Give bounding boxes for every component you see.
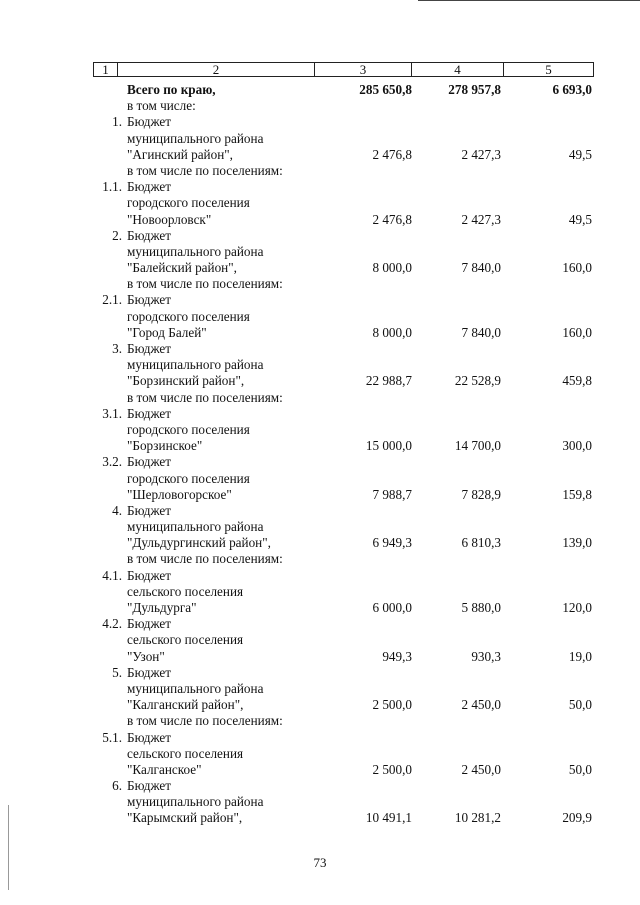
value-col-4: 7 840,0 bbox=[461, 260, 501, 276]
value-col-3: 15 000,0 bbox=[365, 438, 412, 454]
value-col-4: 10 281,2 bbox=[454, 810, 501, 826]
table-row bbox=[0, 147, 640, 163]
table-row bbox=[0, 292, 640, 308]
row-number: 1.1. bbox=[102, 179, 122, 195]
table-row bbox=[0, 649, 640, 665]
table-row bbox=[0, 228, 640, 244]
value-col-3: 8 000,0 bbox=[372, 260, 412, 276]
value-col-4: 278 957,8 bbox=[448, 82, 501, 97]
top-rule bbox=[418, 0, 640, 1]
row-name: в том числе по поселениям: bbox=[127, 162, 283, 178]
budget-table-body bbox=[0, 82, 640, 827]
table-row bbox=[0, 114, 640, 130]
row-name: муниципального района bbox=[127, 519, 264, 535]
table-row bbox=[0, 454, 640, 470]
table-row bbox=[0, 195, 640, 211]
header-col-4: 4 bbox=[411, 63, 503, 76]
row-name: Бюджет bbox=[127, 616, 172, 632]
value-col-3: 285 650,8 bbox=[359, 82, 412, 97]
table-row bbox=[0, 179, 640, 195]
row-name: Бюджет bbox=[127, 341, 172, 356]
table-row bbox=[0, 713, 640, 729]
row-name: Бюджет bbox=[127, 664, 172, 680]
value-col-5: 209,9 bbox=[562, 810, 592, 826]
value-col-3: 2 500,0 bbox=[372, 697, 412, 713]
value-col-4: 2 450,0 bbox=[461, 697, 501, 713]
row-name: муниципального района bbox=[127, 357, 264, 373]
table-row bbox=[0, 131, 640, 147]
value-col-3: 2 476,8 bbox=[372, 146, 412, 162]
header-col-3: 3 bbox=[314, 63, 411, 76]
row-name: в том числе по поселениям: bbox=[127, 389, 283, 405]
row-name: в том числе по поселениям: bbox=[127, 276, 283, 292]
header-col-1: 1 bbox=[102, 62, 109, 77]
table-row bbox=[0, 697, 640, 713]
value-col-5: 160,0 bbox=[562, 260, 592, 276]
row-name: "Дульдургинский район", bbox=[127, 535, 271, 551]
value-col-5: 49,5 bbox=[568, 211, 592, 227]
value-col-4: 7 828,9 bbox=[461, 486, 501, 502]
row-name: "Балейский район", bbox=[127, 260, 237, 276]
row-number: 5. bbox=[112, 664, 122, 680]
row-name: "Шерловогорское" bbox=[127, 486, 232, 502]
row-name: городского поселения bbox=[127, 470, 250, 486]
row-name: сельского поселения bbox=[127, 632, 244, 648]
table-row bbox=[0, 535, 640, 551]
value-col-5: 160,0 bbox=[562, 324, 592, 340]
table-row bbox=[0, 163, 640, 179]
value-col-5: 6 693,0 bbox=[552, 82, 592, 97]
table-row bbox=[0, 260, 640, 276]
row-name: Бюджет bbox=[127, 405, 172, 421]
row-number: 3. bbox=[112, 341, 122, 356]
row-name: "Борзинское" bbox=[127, 438, 203, 454]
row-name: Бюджет bbox=[127, 502, 172, 518]
value-col-4: 5 880,0 bbox=[461, 600, 501, 615]
table-row bbox=[0, 406, 640, 422]
table-row bbox=[0, 325, 640, 341]
table-row bbox=[0, 487, 640, 503]
row-number: 4.2. bbox=[102, 616, 122, 632]
row-name: "Калганский район", bbox=[127, 697, 244, 713]
table-row bbox=[0, 568, 640, 584]
row-name: Бюджет bbox=[127, 292, 172, 308]
row-name: Бюджет bbox=[127, 454, 172, 470]
row-name: "Борзинский район", bbox=[127, 373, 245, 389]
row-name: "Город Балей" bbox=[127, 324, 207, 340]
table-row bbox=[0, 212, 640, 228]
table-row bbox=[0, 390, 640, 406]
value-col-5: 19,0 bbox=[568, 648, 592, 664]
table-row bbox=[0, 730, 640, 746]
row-name: "Новоорловск" bbox=[127, 211, 212, 227]
value-col-4: 2 427,3 bbox=[461, 146, 501, 162]
row-name: городского поселения bbox=[127, 421, 250, 437]
value-col-5: 459,8 bbox=[562, 373, 592, 389]
table-row bbox=[0, 584, 640, 600]
table-row bbox=[0, 422, 640, 438]
table-row bbox=[0, 746, 640, 762]
value-col-4: 2 450,0 bbox=[461, 761, 501, 777]
table-row bbox=[0, 98, 640, 114]
row-number: 5.1. bbox=[102, 729, 122, 745]
row-number: 4.1. bbox=[102, 567, 122, 583]
row-name: Бюджет bbox=[127, 729, 172, 745]
row-name: Бюджет bbox=[127, 114, 172, 130]
row-name: Бюджет bbox=[127, 179, 172, 195]
row-name: муниципального района bbox=[127, 130, 264, 146]
value-col-3: 2 476,8 bbox=[372, 211, 412, 227]
header-col-2: 2 bbox=[117, 63, 314, 76]
value-col-5: 159,8 bbox=[562, 486, 592, 502]
value-col-4: 930,3 bbox=[471, 648, 501, 664]
row-number: 2.1. bbox=[102, 292, 122, 308]
row-name: "Карымский район", bbox=[127, 810, 243, 826]
row-name: в том числе по поселениям: bbox=[127, 713, 283, 729]
value-col-3: 10 491,1 bbox=[365, 810, 412, 826]
value-col-3: 7 988,7 bbox=[372, 486, 412, 502]
table-row bbox=[0, 665, 640, 681]
row-number: 3.1. bbox=[102, 405, 122, 421]
row-name: в том числе: bbox=[127, 98, 196, 114]
row-name: муниципального района bbox=[127, 243, 264, 259]
table-row bbox=[0, 341, 640, 357]
table-row bbox=[0, 810, 640, 826]
value-col-4: 14 700,0 bbox=[454, 438, 501, 454]
table-row bbox=[0, 357, 640, 373]
row-number: 3.2. bbox=[102, 454, 122, 470]
row-name: муниципального района bbox=[127, 794, 264, 810]
value-col-4: 2 427,3 bbox=[461, 211, 501, 227]
value-col-3: 2 500,0 bbox=[372, 761, 412, 777]
value-col-3: 6 000,0 bbox=[372, 600, 412, 615]
value-col-5: 139,0 bbox=[562, 535, 592, 551]
row-name: "Агинский район", bbox=[127, 146, 233, 162]
table-row bbox=[0, 551, 640, 567]
table-row bbox=[0, 794, 640, 810]
table-row bbox=[0, 519, 640, 535]
table-row bbox=[0, 244, 640, 260]
table-row bbox=[0, 681, 640, 697]
value-col-3: 6 949,3 bbox=[372, 535, 412, 551]
table-row bbox=[0, 616, 640, 632]
table-row bbox=[0, 438, 640, 454]
table-row bbox=[0, 82, 640, 98]
header-col-5: 5 bbox=[503, 63, 593, 76]
row-name: в том числе по поселениям: bbox=[127, 551, 283, 567]
row-number: 2. bbox=[112, 227, 122, 243]
row-number: 4. bbox=[112, 502, 122, 518]
value-col-3: 949,3 bbox=[382, 648, 412, 664]
column-number-header bbox=[93, 62, 594, 77]
row-name: Бюджет bbox=[127, 567, 172, 583]
row-name: городского поселения bbox=[127, 195, 250, 211]
page-number: 73 bbox=[313, 855, 327, 870]
table-row bbox=[0, 373, 640, 389]
table-row bbox=[0, 471, 640, 487]
value-col-5: 50,0 bbox=[568, 697, 592, 713]
value-col-4: 7 840,0 bbox=[461, 324, 501, 340]
value-col-5: 300,0 bbox=[562, 438, 592, 454]
row-name: "Дульдурга" bbox=[127, 600, 197, 615]
row-name: Бюджет bbox=[127, 227, 172, 243]
row-name: Всего по краю, bbox=[127, 82, 216, 97]
value-col-5: 50,0 bbox=[568, 761, 592, 777]
row-name: Бюджет bbox=[127, 778, 172, 794]
row-name: сельского поселения bbox=[127, 745, 244, 761]
value-col-5: 120,0 bbox=[562, 600, 592, 615]
value-col-4: 6 810,3 bbox=[461, 535, 501, 551]
table-row bbox=[0, 276, 640, 292]
table-row bbox=[0, 309, 640, 325]
table-row bbox=[0, 632, 640, 648]
value-col-3: 8 000,0 bbox=[372, 324, 412, 340]
row-name: муниципального района bbox=[127, 680, 264, 696]
table-row bbox=[0, 600, 640, 616]
row-name: сельского поселения bbox=[127, 583, 244, 599]
value-col-5: 49,5 bbox=[568, 146, 592, 162]
table-row bbox=[0, 778, 640, 794]
value-col-4: 22 528,9 bbox=[454, 373, 501, 389]
row-name: городского поселения bbox=[127, 308, 250, 324]
value-col-3: 22 988,7 bbox=[365, 373, 412, 389]
table-row bbox=[0, 503, 640, 519]
table-row bbox=[0, 762, 640, 778]
row-number: 1. bbox=[112, 114, 122, 130]
row-number: 6. bbox=[112, 778, 122, 794]
row-name: "Узон" bbox=[127, 648, 165, 664]
row-name: "Калганское" bbox=[127, 761, 202, 777]
